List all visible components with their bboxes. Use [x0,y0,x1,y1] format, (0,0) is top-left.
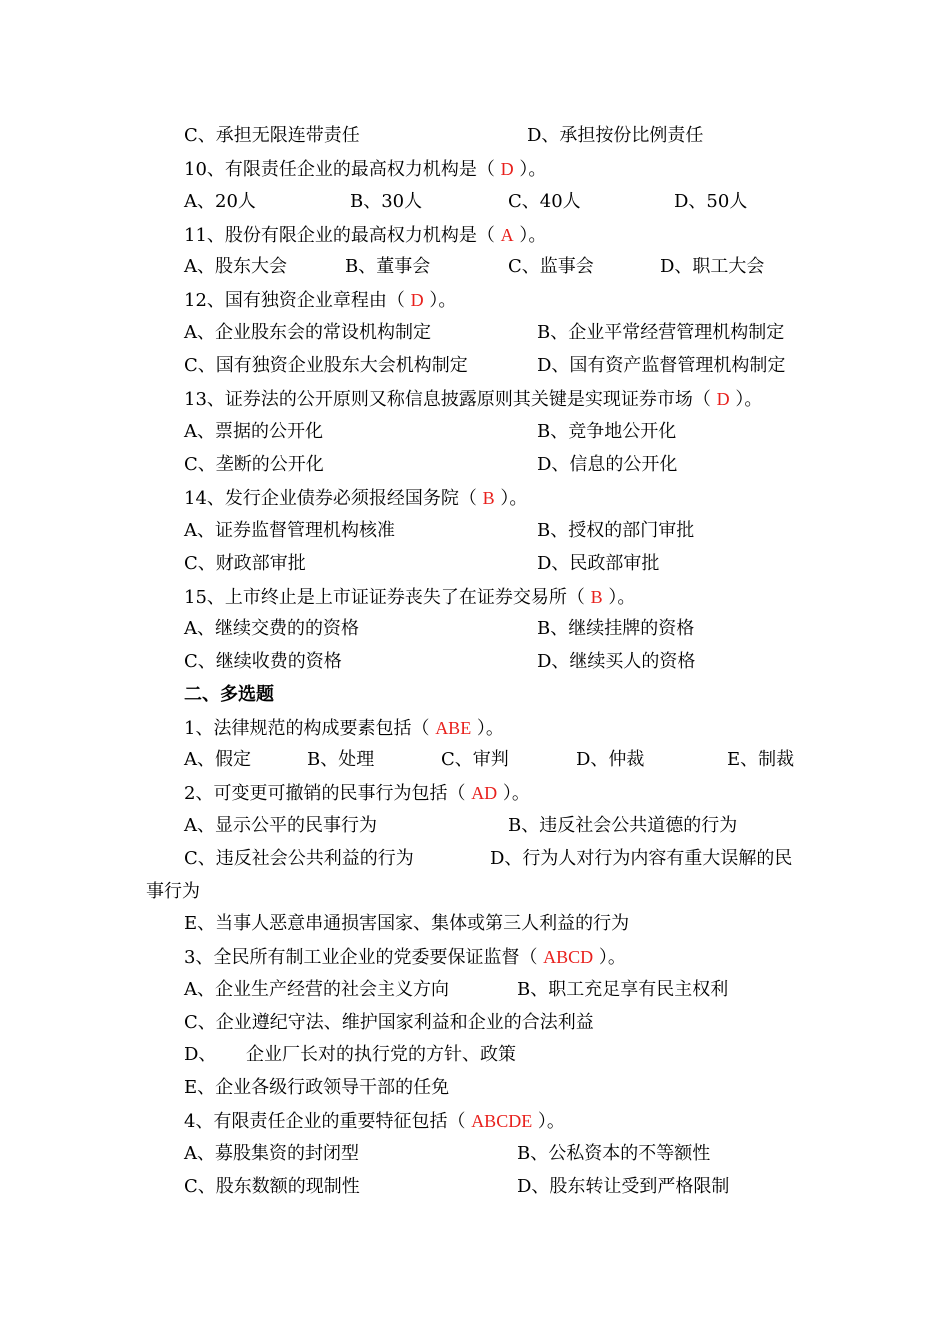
option-text: B、继续挂牌的资格 [537,618,695,639]
question-line [184,717,504,739]
option-text: C、企业遵纪守法、维护国家利益和企业的合法利益 [184,1012,594,1033]
question-text: 3、全民所有制工业企业的党委要保证监督（ [184,947,544,968]
option-text: D、信息的公开化 [537,454,678,475]
option-text: A、20人 [184,191,256,212]
question-line [184,586,635,608]
question-suffix: ）。 [602,587,636,608]
answer-key: ABCD [543,947,594,967]
question-line [184,289,456,311]
option-text: A、股东大会 [184,256,287,277]
question-line [184,946,626,968]
option-text: B、竞争地公开化 [537,421,677,442]
option-text: D、仲裁 [576,749,645,770]
option-text: B、公私资本的不等额性 [517,1143,711,1164]
option-text: B、违反社会公共道德的行为 [508,815,738,836]
option-text: B、授权的部门审批 [537,520,695,541]
option-text: C、垄断的公开化 [184,454,324,475]
question-line [184,158,546,180]
option-text: E、当事人恶意串通损害国家、集体或第三人利益的行为 [184,913,630,934]
option-text: A、企业生产经营的社会主义方向 [184,979,449,1000]
option-text: C、股东数额的现制性 [184,1176,360,1197]
option-text: B、30人 [350,191,423,212]
option-text: E、企业各级行政领导干部的任免 [184,1077,450,1098]
question-line [184,224,546,246]
option-text: C、监事会 [508,256,594,277]
answer-key: B [590,587,603,607]
option-text: D、50人 [674,191,748,212]
option-text: A、企业股东会的常设机构制定 [184,322,431,343]
option-text: D、继续买人的资格 [537,651,696,672]
question-text: 11、股份有限企业的最高权力机构是（ [184,225,501,246]
answer-key: D [410,290,424,310]
question-line [184,782,530,804]
option-text: C、财政部审批 [184,553,306,574]
question-text: 15、上市终止是上市证证券丧失了在证券交易所（ [184,587,591,608]
option-text: B、董事会 [345,256,431,277]
option-text: C、违反社会公共利益的行为 [184,848,414,869]
question-suffix: ）。 [423,290,457,311]
option-text: C、国有独资企业股东大会机构制定 [184,355,468,376]
option-text: C、继续收费的资格 [184,651,342,672]
question-text: 1、法律规范的构成要素包括（ [184,718,436,739]
option-text: C、40人 [508,191,581,212]
option-text: A、继续交费的的资格 [184,618,359,639]
option-text: C、承担无限连带责任 [184,125,360,146]
question-line [184,388,762,410]
option-text: E、制裁 [727,749,795,770]
question-suffix: ）。 [494,488,528,509]
question-suffix: ）。 [513,225,547,246]
option-text: D、民政部审批 [537,553,660,574]
question-text: 2、可变更可撤销的民事行为包括（ [184,783,472,804]
question-suffix: ）。 [532,1111,565,1132]
question-suffix: ）。 [513,159,547,180]
answer-key: A [500,225,514,245]
question-line [184,1110,565,1132]
section-heading: 二、多选题 [184,684,274,705]
option-text: 企业厂长对的执行党的方针、政策 [246,1044,516,1065]
question-text: 14、发行企业债券必须报经国务院（ [184,488,483,509]
question-text: 10、有限责任企业的最高权力机构是（ [184,159,501,180]
question-suffix: ）。 [497,783,530,804]
option-text: 事行为 [146,881,200,902]
option-text: B、职工充足享有民主权利 [517,979,729,1000]
option-text: A、票据的公开化 [184,421,323,442]
option-text: A、募股集资的封闭型 [184,1143,359,1164]
option-text: D、职工大会 [660,256,765,277]
option-text: D、股东转让受到严格限制 [517,1176,730,1197]
option-text: A、证券监督管理机构核准 [184,520,395,541]
question-line [184,487,527,509]
question-text: 4、有限责任企业的重要特征包括（ [184,1111,472,1132]
option-text: D、国有资产监督管理机构制定 [537,355,786,376]
answer-key: ABCDE [471,1111,533,1131]
question-suffix: ）。 [593,947,626,968]
question-suffix: ）。 [729,389,763,410]
option-text: D、 [184,1044,217,1065]
option-text: A、显示公平的民事行为 [184,815,377,836]
answer-key: D [500,159,514,179]
answer-key: ABE [435,718,472,738]
answer-key: B [482,488,495,508]
option-text: A、假定 [184,749,251,770]
option-text: C、审判 [441,749,509,770]
question-text: 13、证券法的公开原则又称信息披露原则其关键是实现证券市场（ [184,389,717,410]
option-text: D、承担按份比例责任 [527,125,704,146]
question-text: 12、国有独资企业章程由（ [184,290,411,311]
option-text: D、行为人对行为内容有重大误解的民 [490,848,793,869]
question-suffix: ）。 [471,718,504,739]
answer-key: D [716,389,730,409]
option-text: B、企业平常经营管理机构制定 [537,322,785,343]
answer-key: AD [471,783,498,803]
option-text: B、处理 [307,749,375,770]
